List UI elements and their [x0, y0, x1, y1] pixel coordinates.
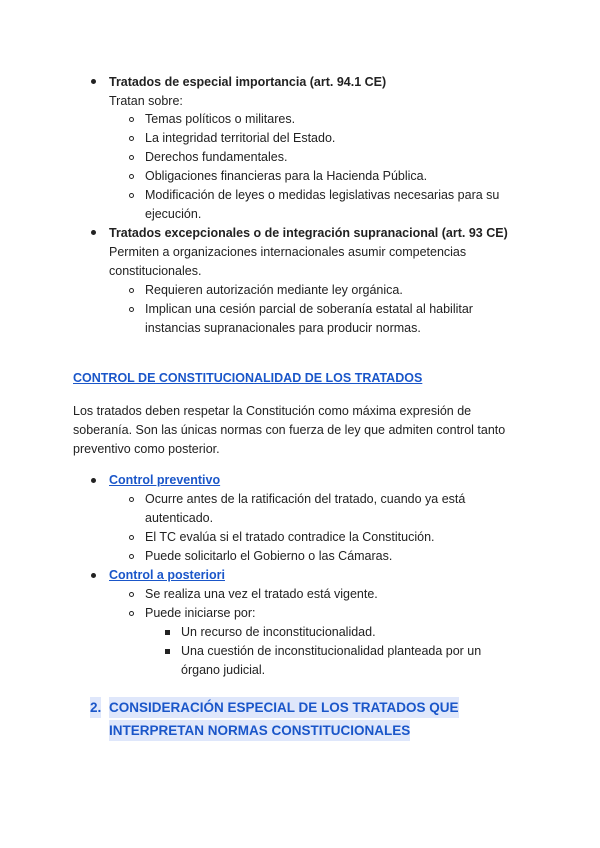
circle-bullet-icon — [129, 117, 134, 122]
circle-bullet-icon — [129, 136, 134, 141]
square-bullet-icon — [165, 630, 170, 635]
control-preventivo-link[interactable]: Control preventivo — [109, 473, 221, 487]
paragraph-line: Los tratados deben respetar la Constitución como máxima expresión de — [73, 404, 472, 418]
list-subitem: Se realiza una vez el tratado está vigente. — [145, 587, 378, 601]
circle-bullet-icon — [129, 193, 134, 198]
list-subitem: Implican una cesión parcial de soberanía estatal al habilitar — [145, 302, 473, 316]
circle-bullet-icon — [129, 307, 134, 312]
bullet-icon — [91, 478, 96, 483]
list-subitem: Derechos fundamentales. — [145, 150, 288, 164]
bullet-icon — [91, 573, 96, 578]
heading-2-line: CONSIDERACIÓN ESPECIAL DE LOS TRATADOS QUE — [109, 697, 459, 718]
section-heading-link[interactable]: CONTROL DE CONSTITUCIONALIDAD DE LOS TRATADOS — [73, 371, 423, 385]
list-subitem: Temas políticos o militares. — [145, 112, 296, 126]
list-subitem-continuation: ejecución. — [145, 207, 202, 221]
list-item-intro: Tratan sobre: — [109, 94, 183, 108]
circle-bullet-icon — [129, 155, 134, 160]
square-bullet-icon — [165, 649, 170, 654]
circle-bullet-icon — [129, 497, 134, 502]
list-subsubitem: Una cuestión de inconstitucionalidad planteada por un — [181, 644, 482, 658]
control-a-posteriori-link[interactable]: Control a posteriori — [109, 568, 225, 582]
circle-bullet-icon — [129, 611, 134, 616]
list-subitem-continuation: autenticado. — [145, 511, 214, 525]
list-subitem: Requieren autorización mediante ley orgánica. — [145, 283, 403, 297]
list-subitem-continuation: instancias supranacionales para producir normas. — [145, 321, 421, 335]
list-item-intro: constitucionales. — [109, 264, 202, 278]
bullet-icon — [91, 230, 96, 235]
list-subitem: La integridad territorial del Estado. — [145, 131, 336, 145]
list-subitem: Obligaciones financieras para la Hacienda Pública. — [145, 169, 428, 183]
list-subitem: Puede solicitarlo el Gobierno o las Cámaras. — [145, 549, 393, 563]
paragraph-line: soberanía. Son las únicas normas con fuerza de ley que admiten control tanto — [73, 423, 506, 437]
list-subsubitem-continuation: órgano judicial. — [181, 663, 266, 677]
list-item-title: Tratados excepcionales o de integración supranacional (art. 93 CE) — [109, 226, 508, 240]
heading-2-line: INTERPRETAN NORMAS CONSTITUCIONALES — [109, 720, 410, 741]
heading-2-number: 2. — [90, 697, 101, 718]
circle-bullet-icon — [129, 554, 134, 559]
circle-bullet-icon — [129, 174, 134, 179]
list-subsubitem: Un recurso de inconstitucionalidad. — [181, 625, 376, 639]
list-subitem: El TC evalúa si el tratado contradice la Constitución. — [145, 530, 435, 544]
circle-bullet-icon — [129, 535, 134, 540]
list-item-intro: Permiten a organizaciones internacionales asumir competencias — [109, 245, 467, 259]
circle-bullet-icon — [129, 592, 134, 597]
paragraph-line: preventivo como posterior. — [73, 442, 220, 456]
list-subitem: Puede iniciarse por: — [145, 606, 256, 620]
list-subitem: Modificación de leyes o medidas legislativas necesarias para su — [145, 188, 500, 202]
list-item-title: Tratados de especial importancia (art. 94.1 CE) — [109, 75, 387, 89]
list-subitem: Ocurre antes de la ratificación del tratado, cuando ya está — [145, 492, 466, 506]
bullet-icon — [91, 79, 96, 84]
circle-bullet-icon — [129, 288, 134, 293]
